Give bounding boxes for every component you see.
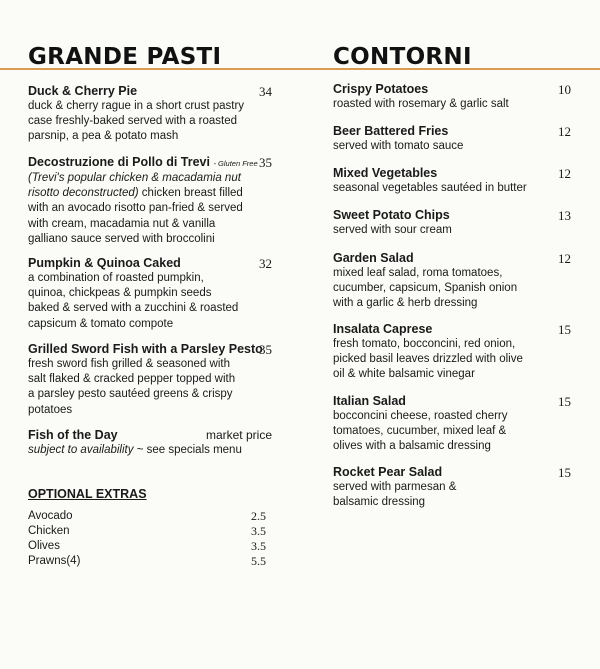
- extra-price: 3.5: [251, 524, 266, 538]
- menu-item: [333, 322, 571, 383]
- item-description-text: ~ see specials menu: [136, 444, 242, 456]
- menu-item: [333, 166, 571, 196]
- item-name: Garden Salad: [333, 251, 414, 265]
- item-name: Decostruzione di Pollo di Trevi: [28, 155, 210, 169]
- extra-item: [28, 539, 266, 554]
- extra-name: Avocado: [28, 510, 73, 522]
- item-description: roasted with rosemary & garlic salt: [333, 98, 509, 110]
- extra-name: Chicken: [28, 525, 70, 537]
- item-price: 34: [259, 84, 272, 99]
- item-price: 15: [558, 394, 571, 409]
- section-title-contorni: CONTORNI: [333, 44, 472, 70]
- extra-price: 2.5: [251, 509, 266, 523]
- menu-item: [28, 428, 272, 458]
- item-name: Beer Battered Fries: [333, 124, 449, 138]
- menu-item: [28, 256, 272, 332]
- extra-item: [28, 554, 266, 569]
- item-name: Grilled Sword Fish with a Parsley Pesto: [28, 342, 263, 356]
- menu-item: [28, 84, 272, 145]
- extra-name: Prawns(4): [28, 555, 81, 567]
- item-name: Insalata Caprese: [333, 322, 433, 336]
- item-name: Crispy Potatoes: [333, 82, 429, 96]
- item-price: 35: [259, 155, 272, 170]
- menu-item: [333, 208, 571, 238]
- item-description: a combination of roasted pumpkin, quinoa, chickpeas & pumpkin seeds baked & served with a zucchini & roasted capsicum & tomato compote: [28, 272, 239, 330]
- item-price: 10: [558, 82, 571, 97]
- item-description: seasonal vegetables sautéed in butter: [333, 182, 527, 194]
- item-price: 15: [558, 465, 571, 480]
- extra-item: [28, 524, 266, 539]
- menu-item: [28, 155, 272, 247]
- item-name: Sweet Potato Chips: [333, 208, 450, 222]
- gluten-free-tag: - Gluten Free: [213, 159, 258, 168]
- item-description-text: chicken breast filled with an avocado risotto pan-fried & served with cream, macadamia nut & vanilla galliano sauce served with broccolini: [28, 187, 243, 245]
- menu-item: [333, 251, 571, 312]
- menu-item: [333, 465, 571, 510]
- item-price: 35: [259, 342, 272, 357]
- item-price: 12: [558, 166, 571, 181]
- extra-price: 5.5: [251, 554, 266, 568]
- item-description: served with parmesan & balsamic dressing: [333, 481, 457, 509]
- item-name: Fish of the Day: [28, 428, 118, 442]
- item-description: served with tomato sauce: [333, 140, 464, 152]
- extra-item: [28, 509, 266, 524]
- item-description-italic: subject to availability: [28, 444, 134, 456]
- item-price: 12: [558, 124, 571, 139]
- item-description: [28, 443, 272, 458]
- extra-name: Olives: [28, 540, 60, 552]
- item-description: served with sour cream: [333, 224, 452, 236]
- menu-item: [28, 342, 272, 418]
- item-price: 32: [259, 256, 272, 271]
- extra-price: 3.5: [251, 539, 266, 553]
- item-price: market price: [205, 428, 272, 442]
- item-name-row: [28, 155, 272, 171]
- item-description: mixed leaf salad, roma tomatoes, cucumber, capsicum, Spanish onion with a garlic & herb dressing: [333, 267, 518, 310]
- item-name: Pumpkin & Quinoa Caked: [28, 256, 181, 270]
- section-title-grande-pasti: GRANDE PASTI: [28, 44, 222, 70]
- menu-item: [333, 124, 571, 154]
- item-description-italic: (Trevi's popular chicken & macadamia nut risotto deconstructed): [28, 172, 241, 200]
- item-description: fresh tomato, bocconcini, red onion, picked basil leaves drizzled with olive oil & white balsamic vinegar: [333, 338, 523, 381]
- menu-item: [333, 82, 571, 112]
- item-price: 13: [558, 208, 571, 223]
- item-name: Mixed Vegetables: [333, 166, 438, 180]
- item-description: bocconcini cheese, roasted cherry tomatoes, cucumber, mixed leaf & olives with a balsamic dressing: [333, 410, 508, 453]
- item-name: Rocket Pear Salad: [333, 465, 443, 479]
- optional-extras-title: OPTIONAL EXTRAS: [28, 487, 147, 501]
- item-description: fresh sword fish grilled & seasoned with salt flaked & cracked pepper topped with a parsley pesto sautéed greens & crispy potatoes: [28, 358, 236, 416]
- item-description: duck & cherry rague in a short crust pastry case freshly-baked served with a roasted parsnip, a pea & potato mash: [28, 100, 245, 143]
- item-name: Italian Salad: [333, 394, 406, 408]
- item-price: 15: [558, 322, 571, 337]
- item-name: Duck & Cherry Pie: [28, 84, 138, 98]
- item-price: 12: [558, 251, 571, 266]
- item-description: [28, 171, 254, 247]
- menu-item: [333, 394, 571, 455]
